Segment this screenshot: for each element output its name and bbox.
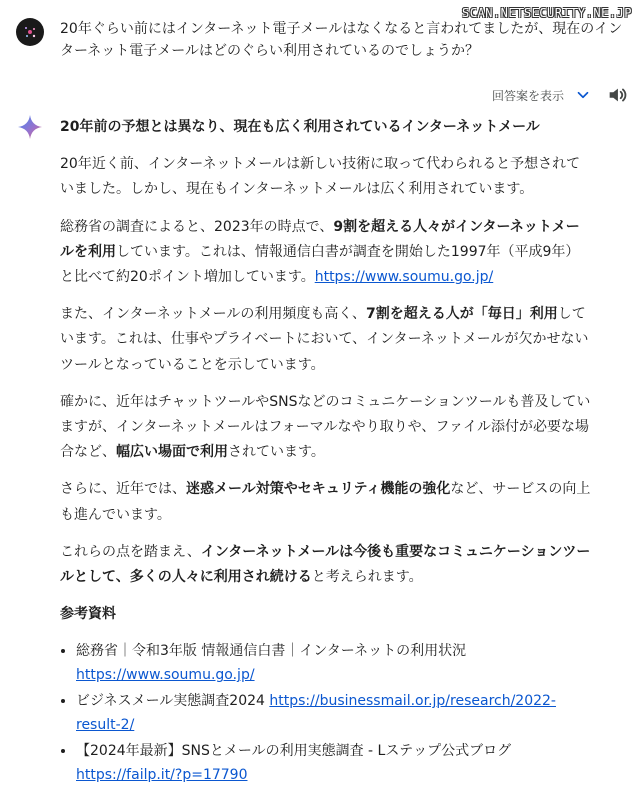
gemini-sparkle-icon (16, 113, 44, 141)
p6-text-cont: と考えられます。 (311, 569, 423, 586)
p5-text: さらに、近年では、 (60, 481, 186, 498)
p4-text: 確かに、近年はチャットツールやSNSなどのコミュニケーションツールも普及していますが、インターネットメールはフォーマルなやり取りや、ファイル添付が必要な場合など、 (60, 393, 591, 461)
response-content (60, 113, 592, 789)
p6-bold: インターネットメールは今後も重要なコミュニケーションツールとして、多くの人々に利用され続ける (60, 543, 591, 586)
p4-bold: 幅広い場面で利用 (116, 444, 228, 461)
reference-link[interactable]: https://businessmail.or.jp/research/2022-result-2/ (76, 693, 556, 734)
paragraph-6 (60, 540, 592, 590)
speaker-icon[interactable] (606, 84, 628, 106)
p3-text-cont: しています。これは、仕事やプライベートにおいて、インターネットメールが欠かせないツールとなっていることを示しています。 (60, 306, 589, 373)
p5-bold: 迷惑メール対策やセキュリティ機能の強化 (186, 481, 451, 498)
drafts-bar (492, 84, 628, 106)
reference-text: ビジネスメール実態調査2024 (76, 693, 270, 710)
soumu-link[interactable]: https://www.soumu.go.jp/ (314, 269, 494, 286)
paragraph-4 (60, 390, 592, 466)
reference-link[interactable]: https://www.soumu.go.jp/ (76, 667, 255, 684)
response-heading: 20年前の予想とは異なり、現在も広く利用されているインターネットメール (60, 119, 540, 135)
p4-text-cont: されています。 (228, 444, 325, 461)
reference-item (76, 689, 592, 737)
user-message (16, 18, 624, 62)
avatar-sparkle-icon (20, 22, 40, 42)
reference-link[interactable]: https://failp.it/?p=17790 (76, 767, 248, 784)
p2-text-cont: しています。これは、情報通信白書が調査を開始した1997年（平成9年）と比べて約20ポイント増加しています。 (60, 243, 580, 286)
reference-text: 総務省｜令和3年版 情報通信白書｜インターネットの利用状況 (76, 643, 467, 660)
model-response (16, 113, 622, 789)
paragraph-3 (60, 302, 592, 378)
p2-bold: 9割を超える人々がインターネットメールを利用 (60, 218, 580, 260)
paragraph-5 (60, 477, 592, 527)
paragraph-1: 20年近く前、インターネットメールは新しい技術に取って代わられると予想されていました。しかし、現在もインターネットメールは広く利用されています。 (60, 156, 581, 198)
references-list (60, 639, 592, 787)
user-prompt-text: 20年ぐらい前にはインターネット電子メールはなくなると言われてましたが、現在のインターネット電子メールはどのぐらい利用されているのでしょうか？ (60, 21, 623, 59)
paragraph-2 (60, 215, 592, 291)
reference-item (76, 639, 592, 687)
p3-bold: 7割を超える人が「毎日」利用 (366, 306, 558, 323)
references-title: 参考資料 (60, 606, 116, 623)
reference-item (76, 739, 592, 787)
p6-text: これらの点を踏まえ、 (60, 543, 201, 560)
watermark: SCAN.NETSECURITY.NE.JP (462, 6, 632, 20)
chevron-down-icon[interactable] (574, 86, 592, 104)
p3-text: また、インターネットメールの利用頻度も高く、 (60, 306, 367, 323)
show-drafts-label[interactable]: 回答案を表示 (491, 88, 564, 103)
user-avatar[interactable] (16, 18, 44, 46)
p2-text: 総務省の調査によると、2023年の時点で、 (60, 218, 334, 235)
p5-text-cont: など、サービスの向上も進んでいます。 (60, 481, 591, 523)
reference-text: 【2024年最新】SNSとメールの利用実態調査 - Lステップ公式ブログ (76, 743, 512, 760)
